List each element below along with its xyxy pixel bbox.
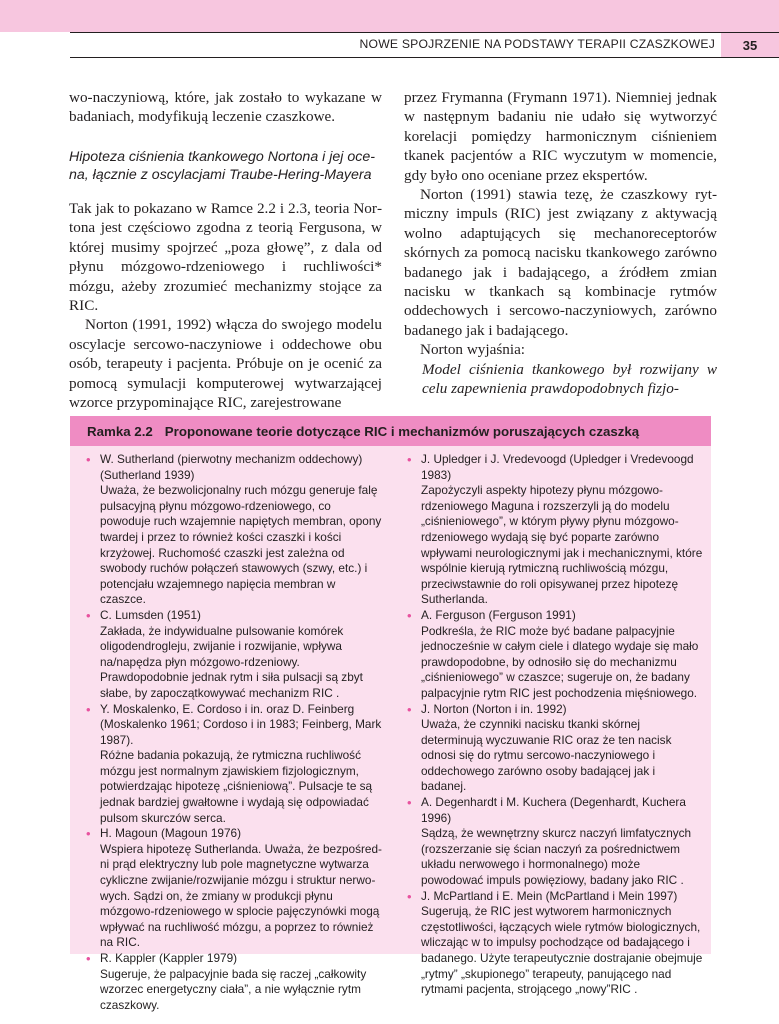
paragraph: Norton wyjaśnia: — [420, 341, 526, 359]
running-header — [70, 32, 779, 58]
list-item — [86, 608, 382, 702]
running-title: NOWE SPOJRZENIE NA PODSTAWY TERAPII CZASZKOWEJ — [359, 37, 715, 51]
entry-description: Uważa, że bezwolicjonalny ruch mózgu generuje falę pulsacyjną płynu mózgowo-rdzeniowego, co powoduje ruch wzajemnie napiętych membran, opony twardej i przez to również kości czaszki i kości krzyżowej. Ruchomość czaszki jest zależna od swobody ruchów połączeń stawowych (szwy, etc.) i potencjału wzajemnego napięcia membran w czaszce. — [100, 483, 382, 607]
list-item — [407, 452, 703, 608]
list-item — [86, 951, 382, 1013]
block-quote: Model ciśnienia tkankowego był rozwijany w celu zapewnienia prawdopodobnych fizjo- — [422, 360, 717, 398]
entry-author: • R. Kappler (Kappler 1979) — [100, 951, 238, 965]
paragraph: Norton (1991, 1992) włącza do swojego modelu oscylacje sercowo-naczyniowe i oddechowe obu osób, terapeuty i pacjenta. Próbuje on je ocenić za pomocą symulacji komputerowej wytwarzającej wzorce przypominające RIC, zarejestrowane — [69, 316, 382, 412]
entry-author: • A. Ferguson (Ferguson 1991) — [421, 607, 576, 622]
entry-description: Wspiera hipotezę Sutherlanda. Uważa, że bezpośredni prąd elektryczny lub pole magnetyczne wytwarza cykliczne zwijanie/rozwijanie mózgu i struktur nerwowych. Sądzi on, że zmiany w produkcji płynu mózgowo-rdzeniowego w splocie pajęczynówki mogą wpływać na ruchliwość mózgu, a poprzez to również na RIC. — [100, 841, 382, 950]
entry-description: Sądzą, że wewnętrzny skurcz naczyń limfatycznych (rozszerzanie się ścian naczyń za pośrednictwem układu nerwowego i hormonalnego) może powodować impuls powięziowy, badany jako RIC . — [421, 826, 692, 888]
entry-author: • H. Magoun (Magoun 1976) — [100, 826, 241, 841]
entry-description: Podkreśla, że RIC może być badane palpacyjnie jednocześnie w całym ciele i dlatego wydaje się mało prawdopodobne, by odnosiło się do mechanizmu „ciśnieniowego” w czaszce; sugeruje on, że badany palpacyjnie rytm RIC jest pochodzenia mięśniowego. — [421, 623, 699, 700]
page-number: 35 — [721, 33, 779, 57]
list-item — [407, 608, 703, 702]
entry-description: Zakłada, że indywidualne pulsowanie komórek oligodendrogleju, zwijanie i rozwijanie, wpływa na/napędza płyn mózgowo-rdzeniowy. Prawdopodobnie jednak rytm i siła pulsacji są zbyt słabe, by zapoczątkowywać mechanizm RIC . — [100, 623, 363, 700]
paragraph: Norton (1991) stawia tezę, że czaszkowy rytmiczny impuls (RIC) jest związany z aktywacją wolno adaptujących się mechanoreceptorów skórnych za pomocą nacisku tkankowego zarówno badanego jak i badającego, a źródłem zmian nacisku w tkankach są kombinacje rytmów oddechowych i sercowo-naczyniowych, zarówno badanego jak i badającego. — [404, 186, 717, 339]
entry-author: • C. Lumsden (1951) — [100, 607, 201, 622]
box-title: Proponowane teorie dotyczące RIC i mechanizmów poruszających czaszką — [164, 423, 640, 439]
right-text-column — [404, 88, 717, 399]
list-item — [86, 702, 382, 827]
list-item — [86, 452, 382, 608]
top-color-band — [0, 0, 779, 32]
box-right-column — [407, 452, 703, 998]
entry-description: Zapożyczyli aspekty hipotezy płynu mózgowo-rdzeniowego Maguna i rozszerzyli ją do modelu „ciśnieniowego”, w którym pływy płynu mózgowo-rdzeniowego wydają się być poparte zarówno wpływami neurologicznymi jak i mechanicznymi, które wspólnie kierują rytmiczną ruchliwością mózgu, przeciwstawnie do roli opisywanej przez hipotezę Sutherlanda. — [421, 483, 703, 607]
section-heading: Hipoteza ciśnienia tkankowego Nortona i jej ocena, łącznie z oscylacjami Traube-Hering-Mayera — [69, 148, 375, 184]
list-item — [407, 889, 703, 998]
left-text-column — [69, 88, 382, 412]
entry-description: Różne badania pokazują, że rytmiczna ruchliwość mózgu jest normalnym zjawiskiem fizjologicznym, potwierdzając hipotezę „ciśnieniową”. Pulsacje te są jednak bardziej gwałtowne i wydają się odpowiadać pulsom skurczów serca. — [100, 748, 373, 825]
paragraph: przez Frymanna (Frymann 1971). Niemniej jednak w następnym badaniu nie udało się wytworzyć korelacji pomiędzy harmonicznym ciśnieniem tkanek pacjentów a RIC wyczutym w momencie, gdy było ono oceniane przez ekspertów. — [404, 89, 717, 184]
paragraph: Tak jak to pokazano w Ramce 2.2 i 2.3, teoria Nortona jest częściowo zgodna z teorią Fergusona, w której musimy spojrzeć „poza głowę”, z dala od płynu mózgowo-rdzeniowego i ruchliwości* mózgu, ażeby zrozumieć mechanizmy stojące za RIC. — [69, 200, 382, 315]
entry-author: • W. Sutherland (pierwotny mechanizm oddechowy) (Sutherland 1939) — [100, 452, 363, 482]
box-number: Ramka 2.2 — [87, 423, 153, 439]
paragraph: wo-naczyniową, które, jak zostało to wykazane w badaniach, modyfikują leczenie czaszkowe. — [69, 89, 382, 126]
box-left-column — [86, 452, 382, 1013]
sidebar-box — [70, 416, 711, 1012]
list-item — [407, 702, 703, 796]
entry-author: • Y. Moskalenko, E. Cordoso i in. oraz D. Feinberg (Moskalenko 1961; Cordoso i in 1983; Feinberg, Mark 1987). — [100, 701, 382, 747]
entry-author: • A. Degenhardt i M. Kuchera (Degenhardt, Kuchera 1996) — [421, 795, 686, 825]
entry-author: • J. McPartland i E. Mein (McPartland i Mein 1997) — [421, 888, 678, 903]
list-item — [86, 826, 382, 951]
entry-description: Sugerują, że RIC jest wytworem harmonicznych częstotliwości, łączących wiele rytmów biologicznych, wliczając w to impulsy pochodzące od badającego i badanego. Użyte terapeutycznie dostrajanie obejmuje „rytmy” „skupionego” terapeuty, panującego nad rytmami pacjenta, strojącego „nowy”RIC . — [421, 904, 703, 997]
box-header — [70, 416, 711, 446]
entry-description: Sugeruje, że palpacyjnie bada się raczej „całkowity wzorzec energetyczny ciała”, a nie wyłącznie rytm czaszkowy. — [100, 966, 367, 1012]
entry-author: • J. Upledger i J. Vredevoogd (Upledger i Vredevoogd 1983) — [421, 452, 694, 482]
entry-description: Uważa, że czynniki nacisku tkanki skórnej determinują wyczuwanie RIC oraz że ten nacisk odnosi się do rytmu sercowo-naczyniowego i oddechowego zarówno osoby badającej jak i badanej. — [421, 717, 672, 794]
list-item — [407, 795, 703, 889]
entry-author: • J. Norton (Norton i in. 1992) — [421, 701, 567, 716]
